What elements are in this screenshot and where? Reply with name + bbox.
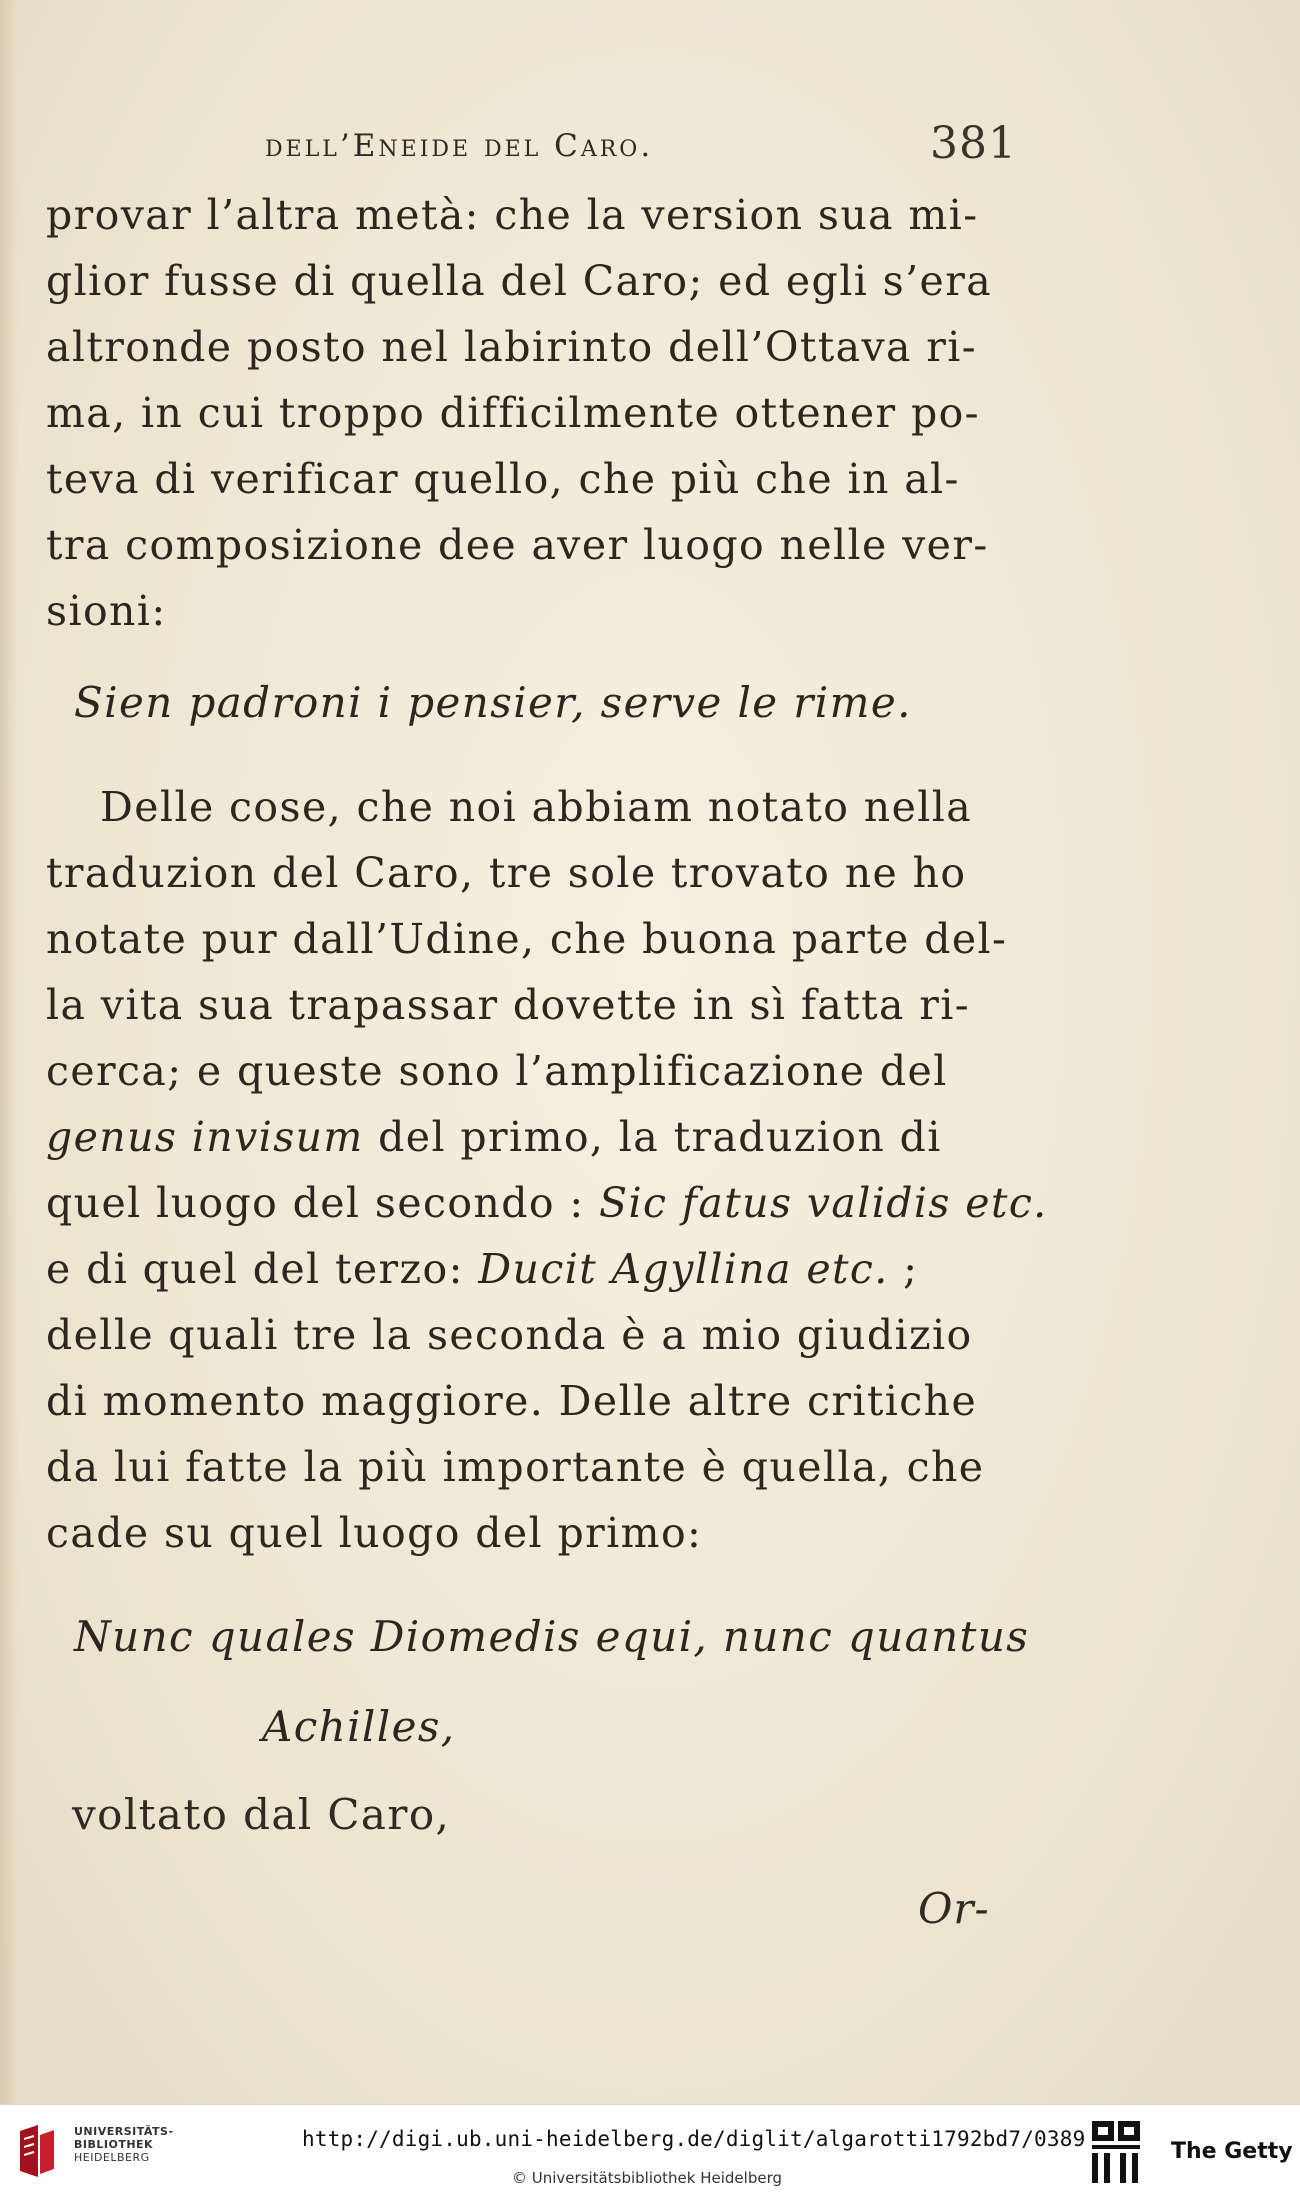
text-line: cade su quel luogo del primo: bbox=[46, 1509, 703, 1557]
library-name-line: BIBLIOTHEK bbox=[74, 2138, 154, 2151]
running-head-title: dell’Eneide del Caro. bbox=[265, 128, 654, 164]
italic-phrase: genus invisum bbox=[46, 1113, 364, 1161]
text-line: altronde posto nel labirinto dell’Ottava ri- bbox=[46, 323, 978, 371]
text-line: teva di verificar quello, che più che in al- bbox=[46, 455, 960, 503]
text-line-after-verse: voltato dal Caro, bbox=[72, 1790, 451, 1839]
library-name-line: UNIVERSITÄTS- bbox=[74, 2125, 174, 2138]
text-line: delle quali tre la seconda è a mio giudizio bbox=[46, 1311, 973, 1359]
catchword: Or- bbox=[918, 1884, 990, 1933]
page-number: 381 bbox=[930, 118, 1017, 169]
text-span: del primo, la traduzion di bbox=[363, 1113, 942, 1161]
italic-phrase: Ducit Agyllina etc. bbox=[478, 1245, 889, 1293]
text-line: di momento maggiore. Delle altre critiche bbox=[46, 1377, 978, 1425]
copyright-notice: © Universitätsbibliothek Heidelberg bbox=[512, 2169, 783, 2187]
italic-phrase: Sic fatus validis etc. bbox=[599, 1179, 1048, 1227]
verse-quotation-2-line-1: Nunc quales Diomedis equi, nunc quantus bbox=[74, 1612, 1030, 1661]
text-line bbox=[46, 1104, 1046, 1170]
paragraph-1 bbox=[46, 182, 1046, 644]
text-line bbox=[46, 1236, 1046, 1302]
text-line: tra composizione dee aver luogo nelle ver- bbox=[46, 521, 989, 569]
verse-quotation-2-line-2: Achilles, bbox=[262, 1702, 456, 1751]
text-line: notate pur dall’Udine, che buona parte del- bbox=[46, 915, 1008, 963]
getty-logo-icon bbox=[1090, 2119, 1146, 2187]
text-line: da lui fatte la più importante è quella, che bbox=[46, 1443, 985, 1491]
text-line: cerca; e queste sono l’amplificazione del bbox=[46, 1047, 948, 1095]
library-name-line: HEIDELBERG bbox=[74, 2151, 150, 2164]
text-line bbox=[46, 1170, 1046, 1236]
text-span: ; bbox=[888, 1245, 919, 1293]
text-line: glior fusse di quella del Caro; ed egli s’era bbox=[46, 257, 993, 305]
text-line: sioni: bbox=[46, 587, 167, 635]
library-name bbox=[74, 2125, 174, 2164]
permalink-link[interactable]: http://digi.ub.uni-heidelberg.de/diglit/algarotti1792bd7/0389 bbox=[302, 2127, 1086, 2151]
text-line: la vita sua trapassar dovette in sì fatta ri- bbox=[46, 981, 971, 1029]
text-span: quel luogo del secondo : bbox=[46, 1179, 600, 1227]
text-line: Delle cose, che noi abbiam notato nella bbox=[100, 783, 973, 831]
verse-quotation-1: Sien padroni i pensier, serve le rime. bbox=[74, 678, 912, 727]
partner-name: The Getty bbox=[1171, 2139, 1293, 2164]
ub-heidelberg-logo-icon bbox=[14, 2121, 60, 2181]
viewer-footer bbox=[0, 2104, 1300, 2200]
text-line: traduzion del Caro, tre sole trovato ne ho bbox=[46, 849, 967, 897]
text-span: e di quel del terzo: bbox=[46, 1245, 479, 1293]
running-head bbox=[0, 116, 1300, 176]
text-line: ma, in cui troppo difficilmente ottener po- bbox=[46, 389, 980, 437]
paragraph-2 bbox=[46, 774, 1046, 1566]
text-line: provar l’altra metà: che la version sua mi- bbox=[46, 191, 979, 239]
